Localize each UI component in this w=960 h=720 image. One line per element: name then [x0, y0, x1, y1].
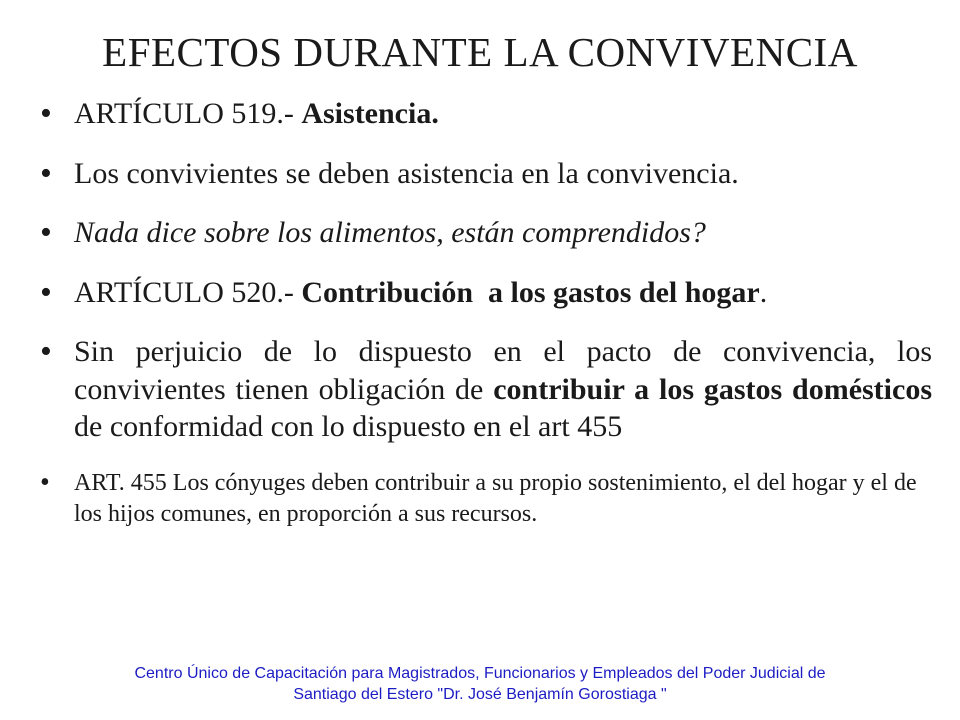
footer-line: Santiago del Estero "Dr. José Benjamín Gorostiaga " — [293, 685, 667, 703]
bullet-text: ARTÍCULO 519.- — [74, 97, 302, 130]
bullet-end-text: . — [759, 275, 768, 309]
bullet-bold-text: Asistencia. — [301, 97, 439, 130]
bullet-item-alimentos — [40, 214, 932, 252]
bullet-bold-text: Contribución a los gastos del hogar — [301, 275, 760, 309]
bullet-item-articulo-519 — [40, 95, 932, 133]
bullet-dot-icon: • — [40, 273, 52, 311]
bullet-item-articulo-520 — [40, 274, 932, 312]
bullet-dot-icon: • — [40, 466, 50, 498]
bullet-italic-text: Nada dice sobre los alimentos, están comprendidos? — [74, 216, 706, 249]
footer-line: Centro Único de Capacitación para Magistrados, Funcionarios y Empleados del Poder Judicial de — [134, 665, 826, 682]
bullet-text: ARTÍCULO 520.- — [74, 275, 302, 309]
bullet-text: Sin perjuicio de lo dispuesto en el pacto de convivencia, los convivientes tienen obligación de — [74, 335, 932, 406]
bullet-dot-icon: • — [40, 333, 52, 370]
bullet-item-asistencia — [40, 155, 932, 193]
bullet-dot-icon: • — [40, 95, 52, 132]
bullet-dot-icon: • — [40, 154, 52, 192]
bullet-text: Los convivientes se deben asistencia en la convivencia. — [74, 156, 739, 190]
bullet-item-gastos — [40, 333, 932, 446]
slide-title: EFECTOS DURANTE LA CONVIVENCIA — [102, 29, 858, 75]
footer — [0, 664, 960, 706]
bullet-text: ART. 455 Los cónyuges deben contribuir a su propio sostenimiento, el del hogar y el de los hijos comunes, en proporción a sus recursos. — [74, 469, 917, 527]
bullet-dot-icon: • — [40, 214, 52, 251]
bullet-bold-text: contribuir a los gastos domésticos — [493, 372, 932, 406]
bullet-item-articulo-455 — [40, 468, 932, 530]
bullet-end-text: de conformidad con lo dispuesto en el art 455 — [74, 410, 623, 443]
bullet-list — [40, 95, 932, 530]
